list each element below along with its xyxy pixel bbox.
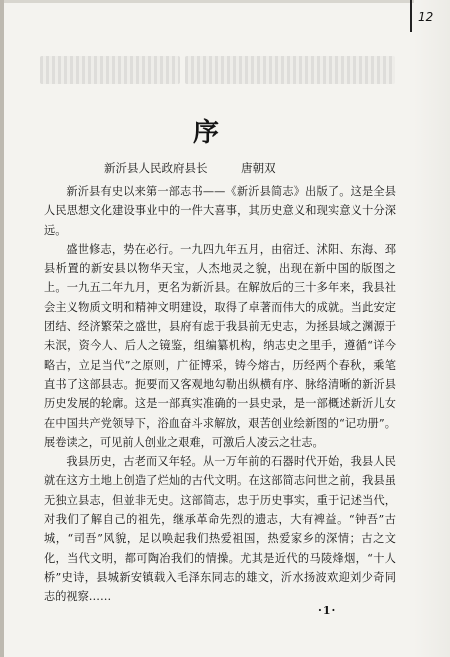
paragraph: 新沂县有史以来第一部志书——《新沂县简志》出版了。这是全县人民思想文化建设事业中的一件大喜事，其历史意义和现实意义十分深远。 bbox=[44, 185, 396, 237]
page-top-edge bbox=[0, 0, 450, 3]
bleed-through-smudge bbox=[40, 56, 180, 84]
paragraph: 我县历史，古老而又年轻。从一万年前的石器时代开始，我县人民就在这方土地上创造了烂灿的古代文明。在这部简志问世之前，我县虽无独立县志，但並非无史。这部简志，忠于历史事实，重于记述当代，对我们了解自己的祖先，继承革命先烈的遗志，大有裨益。“钟吾”古城，“司吾”风貌，足以唤起我们热爱祖国，热爱家乡的深情；古之文化，当代文明，都可陶冶我们的情操。尤其是近代的马陵烽烟，“十人桥”史诗，县城新安镇载入毛泽东同志的雄文，沂水扬波欢迎刘少奇同志的视察…… bbox=[44, 455, 396, 604]
bleed-through-smudge bbox=[185, 56, 395, 84]
body-text bbox=[44, 182, 396, 607]
binding-shadow-left bbox=[0, 0, 4, 657]
paragraph: 盛世修志，势在必行。一九四九年五月，由宿迁、沭阳、东海、邳县析置的新安县以物华天宝，人杰地灵之貌，出现在新中国的版图之上。一九五二年九月，更名为新沂县。在解放后的三十多年来，我县社会主义物质文明和精神文明建设，取得了卓著而伟大的成就。当此安定团结、经济繁荣之盛世，县府有虑于我县前无史志，为拯县域之渊源于未泯，资今人、后人之镜鉴，组编纂机构，纳志史之里手，遵循“详今略古，立足当代”之原则，广征博采，铸今熔古，历经两个春秋，乘笔直书了这部县志。扼要而又客观地勾勒出纵横有序、脉络清晰的新沂县历史发展的轮廓。这是一部真实准确的一县史录，是一部概述新沂儿女在中国共产党领导下，浴血奋斗求解放，艰苦创业绘新图的“记功册”。展卷读之，可见前人创业之艰难，可激后人凌云之壮志。 bbox=[44, 242, 396, 449]
byline-org: 新沂县人民政府县长 bbox=[104, 161, 208, 175]
byline bbox=[104, 160, 276, 176]
page-title: 序 bbox=[192, 118, 221, 148]
folio-page-number: ·1· bbox=[318, 604, 337, 617]
byline-author: 唐朝双 bbox=[241, 161, 276, 175]
fold-line bbox=[410, 0, 412, 32]
binding-shadow-right bbox=[414, 0, 450, 657]
handwritten-page-number: 12 bbox=[418, 10, 434, 24]
